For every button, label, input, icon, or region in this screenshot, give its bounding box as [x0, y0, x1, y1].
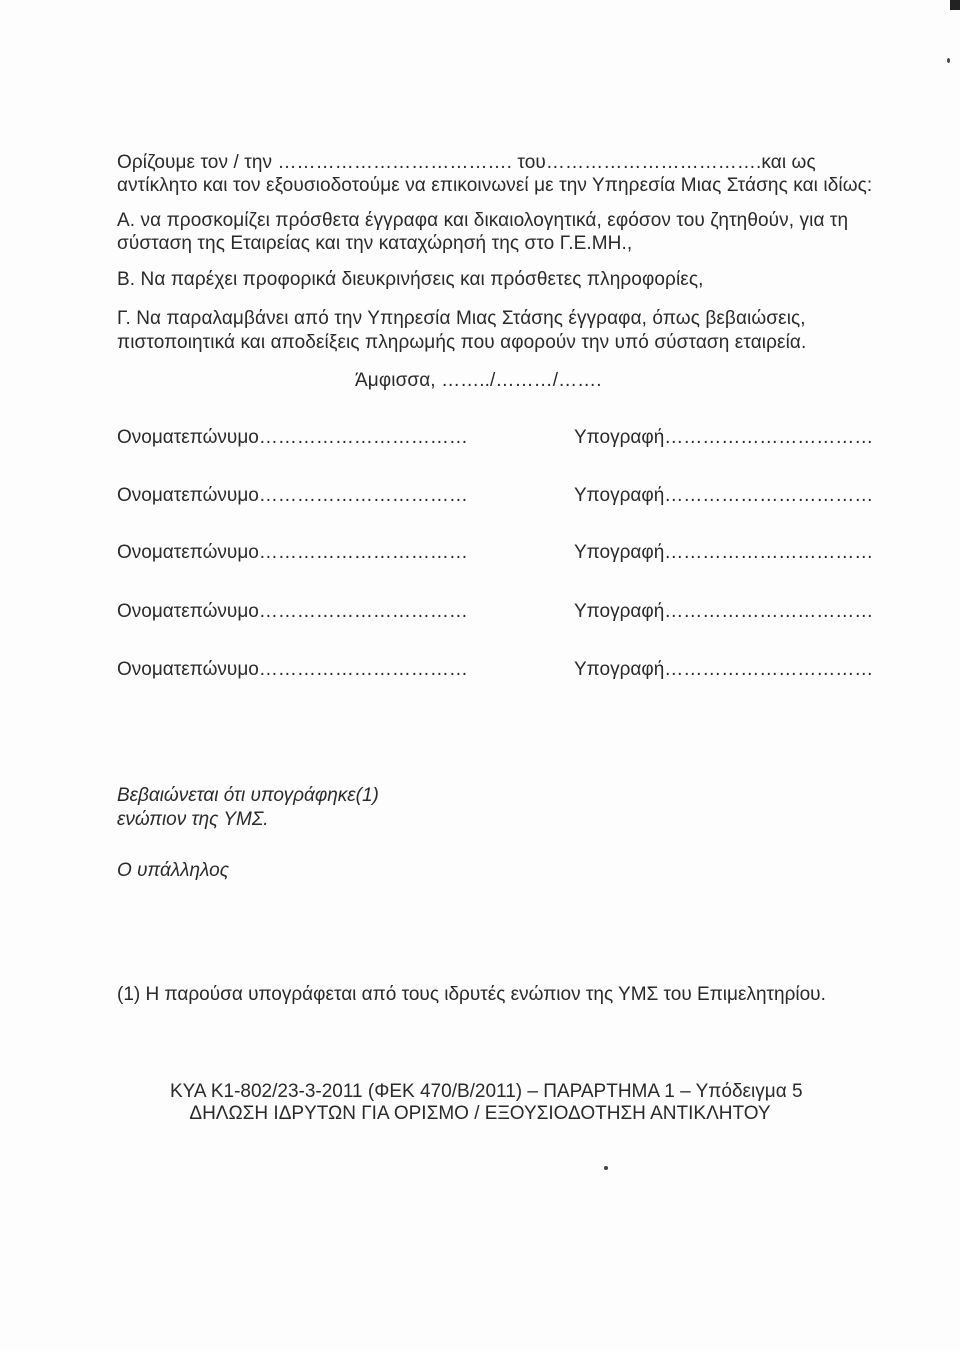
- signature-field-label: Υπογραφή……………………………: [574, 427, 874, 448]
- item-b-line-1: Β. Να παρέχει προφορικά διευκρινήσεις και πρόσθετες πληροφορίες,: [117, 269, 704, 290]
- certification-line-1: Βεβαιώνεται ότι υπογράφηκε(1): [117, 785, 379, 806]
- signature-field-label: Υπογραφή……………………………: [574, 659, 874, 680]
- name-field-label: Ονοματεπώνυμο……………………………: [117, 601, 468, 622]
- signature-field-label: Υπογραφή……………………………: [574, 542, 874, 563]
- intro-line-1: Ορίζουμε τον / την ………………………………. του…………………………….και ως: [117, 152, 816, 173]
- certification-block: [117, 784, 379, 832]
- intro-line-2: αντίκλητο και τον εξουσιοδοτούμε να επικοινωνεί με την Υπηρεσία Μιας Στάσης και ιδίως:: [117, 175, 873, 196]
- footnote: (1) Η παρούσα υπογράφεται από τους ιδρυτές ενώπιον της ΥΜΣ του Επιμελητηρίου.: [117, 984, 826, 1005]
- item-a-line-2: σύσταση της Εταιρείας και την καταχώρησή της στο Γ.Ε.ΜΗ.,: [117, 233, 633, 254]
- name-field-label: Ονοματεπώνυμο……………………………: [117, 485, 468, 506]
- footer-reference: ΚΥΑ Κ1-802/23-3-2011 (ΦΕΚ 470/Β/2011) – ΠΑΡΑΡΤΗΜΑ 1 – Υπόδειγμα 5: [170, 1081, 803, 1102]
- signature-row: [117, 485, 874, 509]
- footer-title: ΔΗΛΩΣΗ ΙΔΡΥΤΩΝ ΓΙΑ ΟΡΙΣΜΟ / ΕΞΟΥΣΙΟΔΟΤΗΣΗ ΑΝΤΙΚΛΗΤΟΥ: [189, 1103, 771, 1124]
- date-line: Άμφισσα, ……../………/…….: [355, 370, 602, 391]
- scan-speck: [604, 1166, 608, 1170]
- signature-field-label: Υπογραφή……………………………: [574, 601, 874, 622]
- item-a-line-1: Α. να προσκομίζει πρόσθετα έγγραφα και δικαιολογητικά, εφόσον του ζητηθούν, για τη: [117, 210, 849, 231]
- name-field-label: Ονοματεπώνυμο……………………………: [117, 542, 468, 563]
- signature-field-label: Υπογραφή……………………………: [574, 485, 874, 506]
- name-field-label: Ονοματεπώνυμο……………………………: [117, 659, 468, 680]
- employee-label: Ο υπάλληλος: [117, 860, 229, 881]
- signature-row: [117, 601, 874, 625]
- item-g-line-1: Γ. Να παραλαμβάνει από την Υπηρεσία Μιας Στάσης έγγραφα, όπως βεβαιώσεις,: [117, 308, 806, 329]
- signature-row: [117, 542, 874, 566]
- scan-corner-mark: [950, 0, 960, 10]
- scan-speck: [947, 58, 950, 63]
- certification-line-2: ενώπιον της ΥΜΣ.: [117, 809, 269, 830]
- item-g-line-2: πιστοποιητικά και αποδείξεις πληρωμής που αφορούν την υπό σύσταση εταιρεία.: [117, 332, 807, 353]
- name-field-label: Ονοματεπώνυμο……………………………: [117, 427, 468, 448]
- signature-row: [117, 427, 874, 451]
- signature-row: [117, 659, 874, 683]
